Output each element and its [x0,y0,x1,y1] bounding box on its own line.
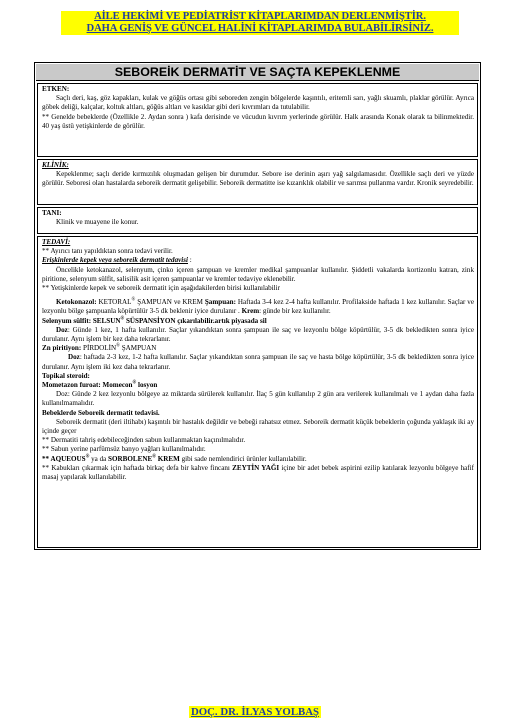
bebek-note-1: ** Dermatiti tahriş edebileceğinden sabun kullanmaktan kaçınılmalıdır. [42,436,246,445]
banner-line-1: AİLE HEKİMİ VE PEDİATRİST KİTAPLARIMDAN DERLENMİŞTİR. [94,11,426,22]
section-klinik [37,159,478,205]
mometazon-dose: Doz: Günde 2 kez lezyonlu bölgeye az miktarda sürülerek kullanılır. İlaç 5 gün kullanılıp 2 gün ara verilerek kullanılmalı ve 1 aydan daha fazla kullanılmamalıdır. [42,390,474,408]
tedavi-paragraph-1: Öncelikle ketokanazol, selenyum, çinko içeren şampuan ve kremler medikal şampuanlar kullanılır. Şiddetli vakalarda kortizonlu katran, zink piritione, selenyum sülfit, salisilik asit içeren şampuanlar ve kremler tedaviye eklenebilir. [42,265,474,283]
etken-paragraph-1: Saçlı deri, kaş, göz kapakları, kulak ve göğüs ortası gibi seboreden zengin bölgelerde kaşıntılı, eritemli sarı, yağlı skuamlı, plaklar görülür. Ayrıca göbek deliği, kalçalar, koltuk altları, göğüs altları ve kasıklar gibi deri kıvrımları da tutulabilir. [42,94,474,112]
section-tedavi [37,236,478,548]
author-name: DOÇ. DR. İLYAS YOLBAŞ [190,706,320,718]
page-title: SEBOREİK DERMATİT VE SAÇTA KEPEKLENME [36,64,479,81]
bebek-heading: Bebeklerde Seboreik dermatit tedavisi. [42,408,160,417]
klinik-paragraph: Kepeklenme; saçlı deride kırmızılık oluşmadan gelişen bir durumdur. Sebore ise derinin aşırı yağ salgılamasıdır. Özellikle saçlı deri ve yüzde görülür. Seboresi olan hastalarda seboreik dermatit gelişebilir. Seboreik dermatitte ise kızarıklık olabilir ve sarımsı pullanma vardır. Kronik seyredebilir. [42,170,474,188]
section-etken [37,83,478,157]
section-heading-tedavi: TEDAVİ: [42,238,71,246]
ketokonazol-paragraph: Ketokonazol: KETORAL® ŞAMPUAN ve KREM Şampuan: Haftada 3-4 kez 2-4 hafta kullanılır. Profilakside haftada 1 kez kullanılır. Saçlar ve lezyonlu bölge şampuanla köpürtülür 3-5 dk beklenir iyice durulanır . Krem: günde bir kez kullanılır. [42,297,474,316]
mometazon-line: Mometazon furoat: Momecon® losyon [42,380,158,390]
header-banner [61,11,459,35]
tani-paragraph: Klinik ve muayene ile konur. [56,218,139,227]
tedavi-note-2: ** Yetişkinlerde kepek ve seboreik dermatit için aşağıdakilerden birisi kullanılabilir [42,284,280,293]
etken-paragraph-2: ** Genelde bebeklerde (Özellikle 2. Aydan sonra ) kafa derisinde ve vücudun kıvrım yerlerinde görülür. Halk arasında Konak olarak ta bilinmektedir. 40 yaş üstü yetişkinlerde de görülür. [42,112,474,130]
author-footer [0,702,510,720]
bebek-paragraph: Seboreik dermatit (deri iltihabı) kaşıntılı bir hastalık değildir ve bebeği rahatsız etmez. Seboreik dermatit küçük bebeklerin çoğunda yaklaşık iki ay içinde geçer [42,417,474,436]
section-heading-klinik: KLİNİK: [42,161,69,169]
bebek-note-2: ** Sabun yerine parfümsüz banyo yağları kullanılmalıdır. [42,445,206,454]
selenyum-line: Selenyum sülfit: SELSUN® SÜSPANSİYON çıkarılabilir.artık piyasada sil [42,316,267,325]
tedavi-subheading-adult: Erişkinlerde kepek veya seboreik dermatit tedavisi : [42,256,192,265]
zn-piritiyon-line: Zn piritiyon: PİRDOLİN® ŞAMPUAN [42,343,157,353]
tedavi-note-1: ** Ayırıcı tanı yapıldıktan sonra tedavi verilir. [42,247,173,256]
banner-line-2: DAHA GENİŞ VE GÜNCEL HALİNİ KİTAPLARIMDA BULABİLİRSİNİZ. [86,22,434,34]
zn-piritiyon-dose: Doz: haftada 2-3 kez, 1-2 hafta kullanılır. Saçlar yıkandıktan sonra şampuan ile saç ve hasta bölge köpürtülür, 3-5 dk bekledikten sonra iyice durulanır. Aynı işlem iki kez daha tekrarlanır. [42,353,474,371]
bebek-note-3: ** AQUEOUS® ya da SORBOLENE® KREM gibi sade nemlendirici ürünler kullanılabilir. [42,454,307,463]
section-tani [37,207,478,234]
section-heading-etken: ETKEN: [42,85,70,93]
section-heading-tani: TANI: [42,209,62,217]
topikal-steroid-heading: Topikal steroid: [42,371,90,380]
bebek-note-4: ** Kabukları çıkarmak için haftada birkaç defa bir kahve fincanı ZEYTİN YAĞI içine bir adet bebek aspirini ezilip katılarak lezyonlu bölgeye hafif masaj yapılarak kullanılabilir. [42,463,474,482]
selenyum-dose: Doz: Günde 1 kez, 1 hafta kullanılır. Saçlar yıkandıktan sonra şampuan ile saç ve lezyonlu bölge köpürtülür, 3-5 dk bekledikten sonra iyice durulanır. Aynı işlem bir kez daha tekrarlanır. [42,325,474,344]
